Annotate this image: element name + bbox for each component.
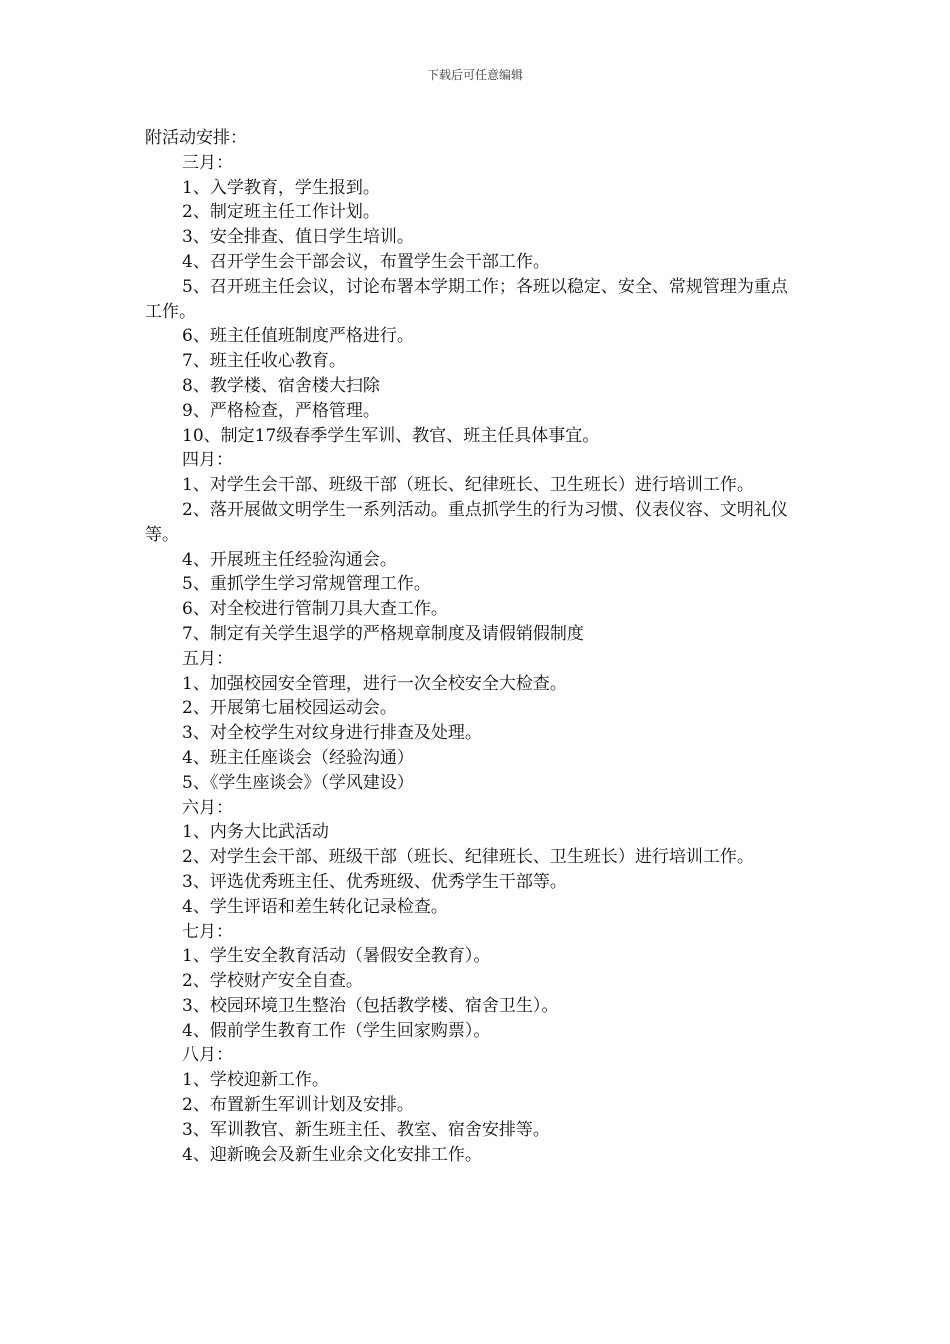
list-item: 4、班主任座谈会（经验沟通） [182,747,414,768]
section-title: 附活动安排： [145,128,247,148]
list-item: 3、安全排查、值日学生培训。 [182,227,414,248]
list-item: 1、对学生会干部、班级干部（班长、纪律班长、卫生班长）进行培训工作。 [182,475,754,496]
list-item: 4、学生评语和差生转化记录检查。 [182,896,448,917]
month-heading: 三月： [182,152,233,173]
list-item: 6、对全校进行管制刀具大查工作。 [182,599,448,620]
list-item: 4、开展班主任经验沟通会。 [182,549,397,570]
list-item: 1、内务大比武活动 [182,822,329,843]
list-item: 2、对学生会干部、班级干部（班长、纪律班长、卫生班长）进行培训工作。 [182,847,754,868]
list-item: 1、入学教育，学生报到。 [182,177,380,198]
list-item: 2、制定班主任工作计划。 [182,202,380,223]
list-item: 5、《学生座谈会》（学风建设） [182,772,414,793]
month-heading: 八月： [182,1045,233,1066]
list-item: 1、学校迎新工作。 [182,1070,329,1091]
document-body [145,126,793,1167]
list-item: 9、严格检查，严格管理。 [182,400,380,421]
list-item: 2、开展第七届校园运动会。 [182,698,397,719]
list-item: 2、布置新生军训计划及安排。 [182,1095,414,1116]
list-item: 4、假前学生教育工作（学生回家购票）。 [182,1020,491,1041]
list-item: 3、军训教官、新生班主任、教室、宿舍安排等。 [182,1119,550,1140]
activity-list [145,151,793,1168]
list-item: 1、学生安全教育活动（暑假安全教育）。 [182,946,491,967]
list-item: 2、落开展做文明学生一系列活动。重点抓学生的行为习惯、仪表仪容、文明礼仪等。 [145,499,788,545]
list-item: 4、迎新晚会及新生业余文化安排工作。 [182,1144,482,1165]
month-heading: 六月： [182,797,233,818]
list-item: 3、评选优秀班主任、优秀班级、优秀学生干部等。 [182,871,567,892]
header-note: 下载后可任意编辑 [426,68,523,82]
list-item: 8、教学楼、宿舍楼大扫除 [182,375,380,396]
list-item: 6、班主任值班制度严格进行。 [182,326,414,347]
month-heading: 七月： [182,921,233,942]
list-item: 2、学校财产安全自查。 [182,971,363,992]
list-item: 4、召开学生会干部会议，布置学生会干部工作。 [182,251,550,272]
list-item: 3、校园环境卫生整治（包括教学楼、宿舍卫生）。 [182,995,559,1016]
list-item: 3、对全校学生对纹身进行排查及处理。 [182,723,482,744]
list-item: 1、加强校园安全管理，进行一次全校安全大检查。 [182,673,567,694]
list-item: 10、制定17级春季学生军训、教官、班主任具体事宜。 [182,425,600,446]
list-item: 7、班主任收心教育。 [182,351,346,372]
month-heading: 四月： [182,450,233,471]
list-item: 7、制定有关学生退学的严格规章制度及请假销假制度 [182,623,584,644]
list-item: 5、重抓学生学习常规管理工作。 [182,574,431,595]
list-item: 5、召开班主任会议，讨论布署本学期工作；各班以稳定、安全、常规管理为重点工作。 [145,276,788,322]
month-heading: 五月： [182,648,233,669]
